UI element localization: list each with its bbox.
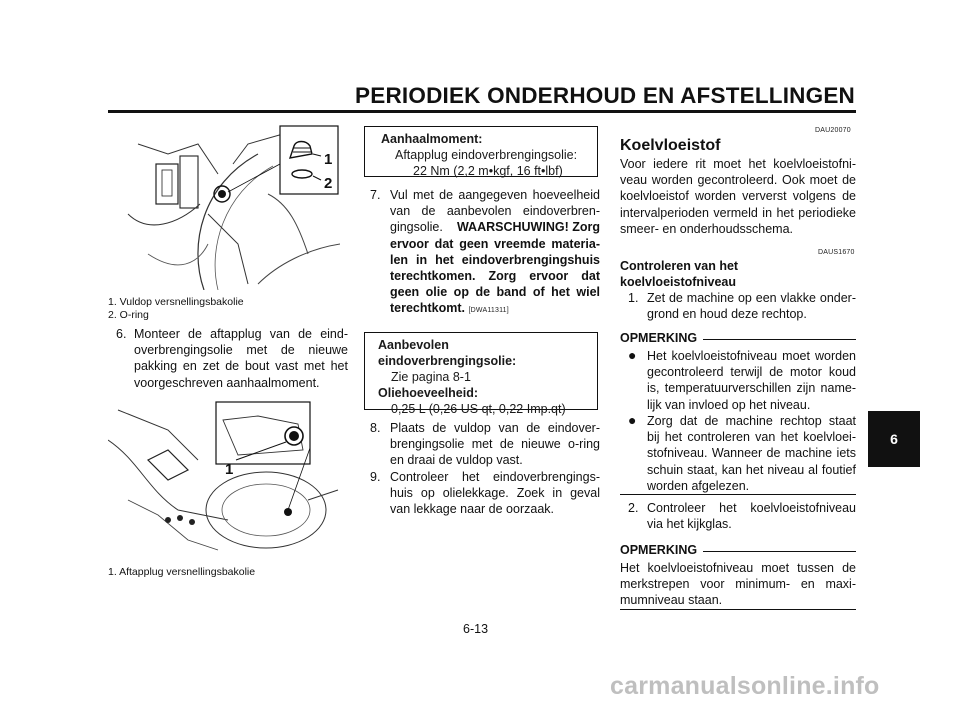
coolant-step-1-line-2: grond en houd deze rechtop. — [647, 307, 807, 322]
note-1-b2-line-3: stofniveau. Wanneer de machine iets — [647, 446, 856, 461]
step-6-line-2: overbrengingsolie met de nieuwe — [134, 343, 348, 358]
step-8-line-3: en draai de vuldop vast. — [390, 453, 523, 468]
step-8-number: 8. — [370, 421, 381, 435]
step-7-warning-start: WAARSCHUWING! Zorg — [456, 220, 600, 235]
oil-label-3: Oliehoeveelheid: — [378, 386, 479, 400]
note-2-body — [620, 560, 856, 609]
step-7-number: 7. — [370, 188, 381, 202]
note-1-b1-line-3: is, temperatuurverschillen zijn name- — [647, 381, 856, 396]
oil-value-1: Zie pagina 8-1 — [391, 370, 471, 384]
figure1-caption — [108, 296, 348, 321]
note-1-bullet-1 — [628, 348, 856, 414]
note-1-b1-line-2: gecontroleerd terwijl de motor koud — [647, 365, 856, 380]
coolant-step-2-line-2: via het kijkglas. — [647, 517, 732, 532]
note-1-b2-line-5: worden afgelezen. — [647, 478, 750, 493]
note-1-b1-line-1: Het koelvloeistofniveau moet worden — [647, 349, 856, 363]
section-heading-coolant: Koelvloeistof — [620, 137, 721, 154]
figure-drain-plug — [108, 400, 340, 560]
coolant-step-1-text — [647, 290, 856, 322]
coolant-intro-line-4: intervalperioden vermeld in het periodieke — [620, 205, 856, 220]
step-7-warning-end: terechtkomt. — [390, 301, 466, 316]
note-2-end-rule — [620, 609, 856, 610]
note-2-title-text: OPMERKING — [620, 543, 698, 557]
step-9-number: 9. — [370, 470, 381, 484]
coolant-step-2 — [628, 500, 856, 534]
step-7-line-2: van de aanbevolen eindoverbren- — [390, 204, 600, 219]
note-1-bullet-2 — [628, 413, 856, 495]
figure-filler-cap-drawing — [108, 124, 340, 290]
coolant-intro-line-1: Voor iedere rit moet het koelvloeistofni- — [620, 157, 856, 171]
watermark-text: carmanualsonline.info — [610, 672, 880, 700]
step-6-line-4: voorgeschreven aanhaalmoment. — [134, 375, 320, 390]
step-6 — [116, 326, 348, 396]
note-1-bullet-1-text — [647, 348, 856, 413]
note-1-bullet-2-text — [647, 413, 856, 494]
coolant-step-1 — [628, 290, 856, 324]
step-9-line-2: huis op olielekkage. Zoek in geval — [390, 486, 600, 501]
oil-value-2: 0,25 L (0,26 US qt, 0,22 Imp.qt) — [391, 402, 566, 416]
step-8-line-2: brengingsolie met de nieuwe o-ring — [390, 437, 600, 452]
step-7-line-7: geen olie op de band of het wiel — [390, 285, 600, 300]
coolant-step-1-number: 1. — [628, 291, 639, 305]
header-rule — [108, 110, 856, 113]
coolant-step-2-line-1: Controleer het koelvloeistofniveau — [647, 501, 856, 515]
oil-label-1: Aanbevolen — [378, 338, 449, 352]
coolant-step-2-number: 2. — [628, 501, 639, 515]
step-7-line-1: Vul met de aangegeven hoeveelheid — [390, 188, 600, 202]
note-1-b2-line-4: schuin staat, kan het niveau al foutief — [647, 462, 856, 477]
oil-label-2: eindoverbrengingsolie: — [378, 354, 517, 368]
step-7-code: [DWA11311] — [468, 307, 509, 315]
subsection-heading-line-1: Controleren van het — [620, 259, 739, 273]
step-8-line-1: Plaats de vuldop van de eindover- — [390, 421, 600, 435]
step-8 — [370, 420, 600, 470]
note-1-title — [620, 331, 856, 345]
coolant-intro — [620, 156, 856, 237]
coolant-intro-line-3: koelvloeistof worden ververst volgens de — [620, 189, 856, 204]
step-6-line-3: pakking en zet de bout vast met het — [134, 359, 348, 374]
bullet-dot: ● — [628, 347, 637, 363]
torque-spec-box — [364, 126, 598, 177]
step-7 — [370, 187, 600, 317]
note-1-end-rule — [620, 494, 856, 495]
note-1-b2-line-1: Zorg dat de machine rechtop staat — [647, 414, 856, 428]
step-7-line-3 — [390, 219, 600, 235]
step-9 — [370, 469, 600, 519]
torque-line-1: Aftapplug eindoverbrengingsolie: — [395, 148, 578, 162]
torque-label: Aanhaalmoment: — [381, 132, 483, 146]
coolant-intro-line-2: veau worden gecontroleerd. Ook moet de — [620, 173, 856, 188]
step-7-line-8 — [390, 300, 600, 319]
figure2-callout-1: 1 — [225, 461, 234, 478]
note-2-title-rule — [703, 551, 856, 552]
torque-line-2: 22 Nm (2,2 m•kgf, 16 ft•lbf) — [413, 164, 563, 178]
coolant-step-2-text — [647, 500, 856, 532]
note-2-line-2: merkstrepen voor minimum- en maxi- — [620, 577, 856, 592]
figure1-caption-1: 1. Vuldop versnellingsbakolie — [108, 296, 244, 308]
note-1-title-rule — [703, 339, 856, 340]
step-7-line-5: len in het eindoverbrengingshuis — [390, 252, 600, 267]
figure1-callout-1: 1 — [324, 151, 333, 168]
subsection-heading-line-2: koelvloeistofniveau — [620, 275, 737, 289]
step-6-number: 6. — [116, 327, 127, 341]
step-7-line-3-plain: gingsolie. — [390, 220, 443, 235]
note-1-title-text: OPMERKING — [620, 331, 698, 345]
step-7-text — [390, 187, 600, 320]
coolant-step-1-line-1: Zet de machine op een vlakke onder- — [647, 291, 856, 305]
figure-filler-cap — [108, 124, 340, 290]
section-code-1: DAU20070 — [815, 127, 851, 134]
subsection-heading-check-coolant — [620, 258, 738, 290]
figure2-caption-1: 1. Aftapplug versnellingsbakolie — [108, 566, 256, 578]
section-tab — [868, 411, 920, 467]
step-9-line-1: Controleer het eindoverbrengings- — [390, 470, 600, 484]
coolant-intro-line-5: smeer- en onderhoudsschema. — [620, 221, 794, 236]
note-1-b2-line-2: bij het controleren van het koelvloei- — [647, 430, 856, 445]
figure1-callout-2: 2 — [324, 175, 333, 192]
figure1-caption-2: 2. O-ring — [108, 308, 149, 321]
figure-drain-plug-drawing — [108, 400, 340, 560]
section-tab-label: 6 — [890, 431, 898, 447]
note-1-b1-line-4: lijk van invloed op het niveau. — [647, 397, 811, 412]
section-code-2: DAUS1670 — [818, 249, 855, 256]
step-7-line-4: ervoor dat geen vreemde materia- — [390, 236, 600, 251]
step-6-line-1: Monteer de aftapplug van de eind- — [134, 327, 348, 341]
bullet-dot: ● — [628, 412, 637, 428]
step-8-text — [390, 420, 600, 469]
note-2-title — [620, 543, 856, 557]
page-number: 6-13 — [463, 622, 489, 636]
oil-spec-box — [364, 332, 598, 416]
note-2-line-3: mumniveau staan. — [620, 593, 723, 608]
note-2-line-1: Het koelvloeistofniveau moet tussen de — [620, 561, 856, 575]
page-header-title: PERIODIEK ONDERHOUD EN AFSTELLINGEN — [355, 83, 855, 108]
step-9-line-3: van lekkage naar de oorzaak. — [390, 502, 554, 517]
step-6-text — [134, 326, 348, 391]
step-7-line-6: terechtkomen. Zorg ervoor dat — [390, 269, 600, 284]
figure2-caption — [108, 566, 348, 579]
step-9-text — [390, 469, 600, 518]
